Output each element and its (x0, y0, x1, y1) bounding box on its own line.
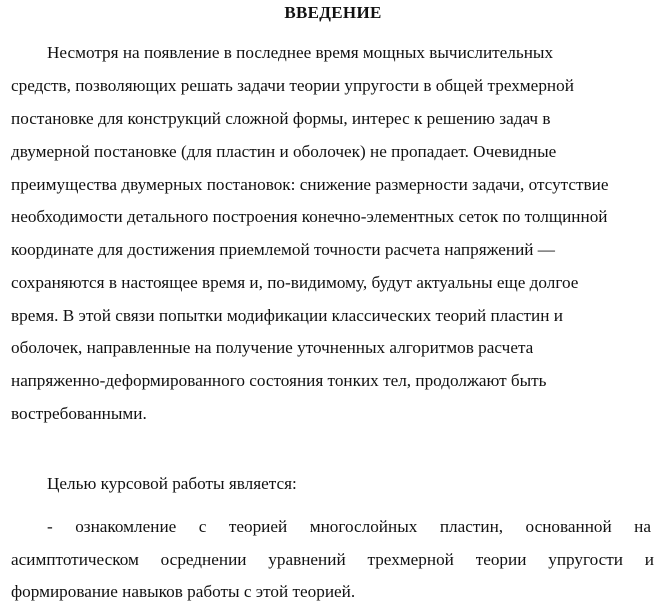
paragraph-line: постановке для конструкций сложной формы, интерес к решению задач в (11, 109, 551, 128)
paragraph-line: средств, позволяющих решать задачи теории упругости в общей трехмерной (11, 76, 574, 95)
paragraph-line: сохраняются в настоящее время и, по-видимому, будут актуальны еще долгое (11, 273, 579, 292)
paragraph-line: двумерной постановке (для пластин и оболочек) не пропадает. Очевидные (11, 142, 557, 161)
paragraph-line: необходимости детального построения конечно-элементных сеток по толщинной (11, 207, 608, 226)
goal-item-line: формирование навыков работы с этой теорией. (11, 582, 356, 601)
goal-intro: Целью курсовой работы является: (47, 474, 297, 493)
goal-item-line: - ознакомление с теорией многослойных пластин, основанной на (47, 517, 651, 536)
paragraph-line: востребованными. (11, 404, 147, 423)
paragraph-line: координате для достижения приемлемой точности расчета напряжений — (11, 240, 555, 259)
paragraph-line: время. В этой связи попытки модификации классических теорий пластин и (11, 306, 563, 325)
goal-item-line: асимптотическом осреднении уравнений трехмерной теории упругости и (11, 550, 654, 569)
section-heading: ВВЕДЕНИЕ (284, 3, 382, 22)
paragraph-line: оболочек, направленные на получение уточненных алгоритмов расчета (11, 338, 534, 357)
paragraph-line: Несмотря на появление в последнее время мощных вычислительных (47, 43, 554, 62)
paragraph-line: напряженно-деформированного состояния тонких тел, продолжают быть (11, 371, 547, 390)
paragraph-line: преимущества двумерных постановок: снижение размерности задачи, отсутствие (11, 175, 609, 194)
